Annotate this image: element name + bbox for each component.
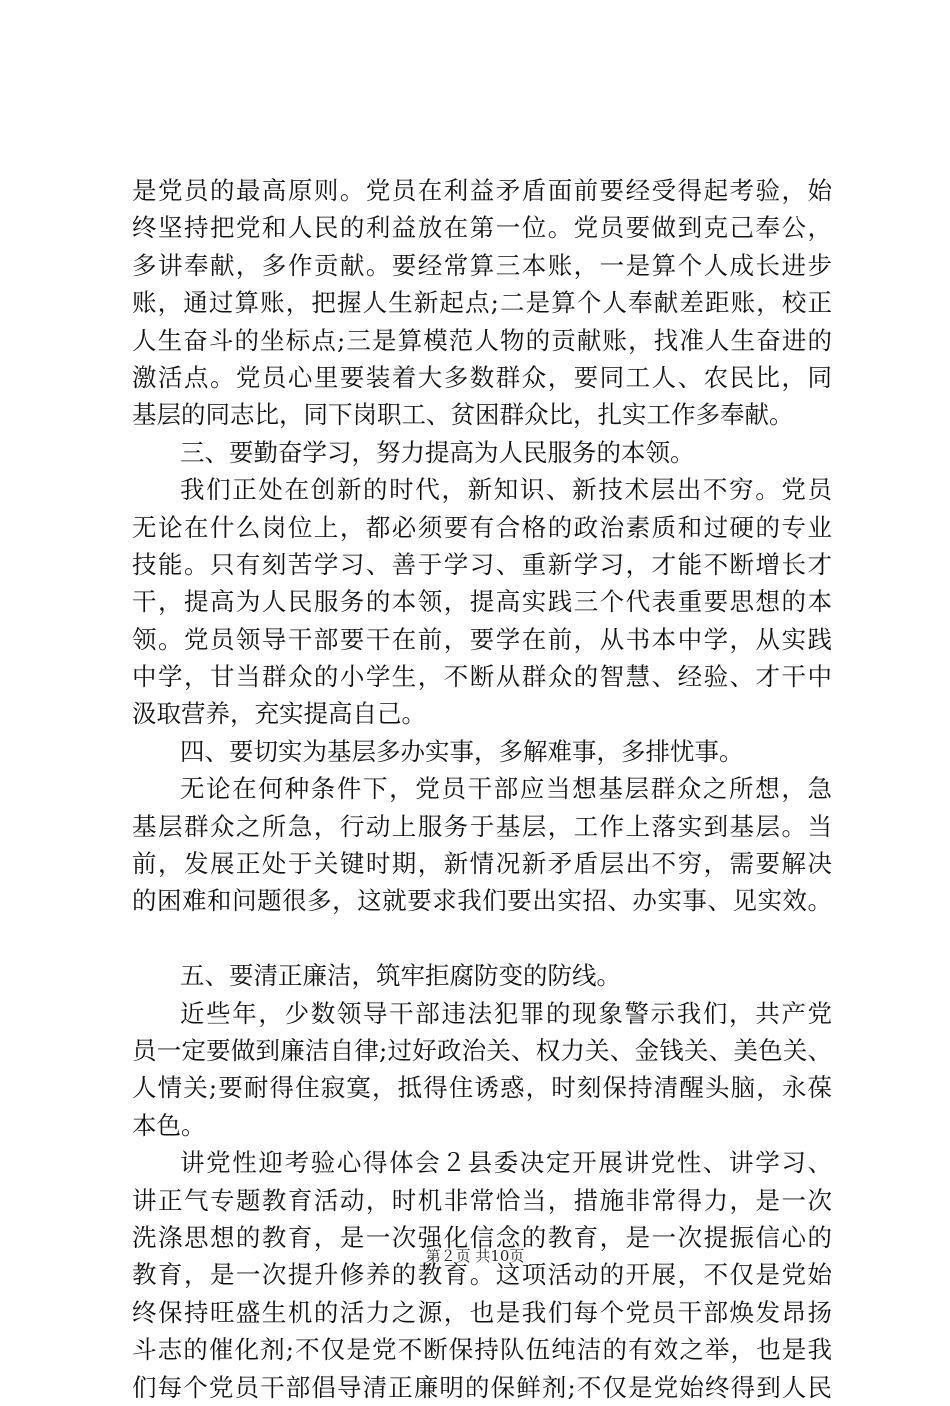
text-line: 激活点。党员心里要装着大多数群众，要同工人、农民比，同 [132,362,832,392]
text-line: 人情关;要耐得住寂寞，抵得住诱惑，时刻保持清醒头脑，永葆 [132,1073,832,1103]
text-line: 干，提高为人民服务的本领，提高实践三个代表重要思想的本 [132,587,832,617]
text-line: 汲取营养，充实提高自己。 [132,699,426,729]
paragraph-gap [132,920,832,957]
text-line: 领。党员领导干部要干在前，要学在前，从书本中学，从实践 [132,624,832,654]
text-line: 斗志的催化剂;不仅是党不断保持队伍纯洁的有效之举，也是我 [132,1335,832,1365]
text-line: 讲正气专题教育活动，时机非常恰当，措施非常得力，是一次 [132,1185,832,1215]
text-line: 账，通过算账，把握人生新起点;二是算个人奉献差距账，校正 [132,288,832,318]
text-line: 洗涤思想的教育，是一次强化信念的教育，是一次提振信心的 [132,1222,832,1252]
text-line: 终坚持把党和人民的利益放在第一位。党员要做到克己奉公， [132,213,832,243]
text-line: 我们正处在创新的时代，新知识、新技术层出不穷。党员 [180,475,832,505]
page-number-footer: 第２页 共10页 [425,1247,525,1265]
section-heading: 四、要切实为基层多办实事，多解难事，多排忧事。 [180,736,744,766]
text-line: 无论在何种条件下，党员干部应当想基层群众之所想，急 [180,774,832,804]
text-line: 无论在什么岗位上，都必须要有合格的政治素质和过硬的专业 [132,512,832,542]
section-heading: 三、要勤奋学习，努力提高为人民服务的本领。 [180,437,695,467]
text-line: 讲党性迎考验心得体会２县委决定开展讲党性、讲学习、 [180,1148,832,1178]
text-line: 技能。只有刻苦学习、善于学习、重新学习，才能不断增长才 [132,549,832,579]
text-line: 是党员的最高原则。党员在利益矛盾面前要经受得起考验，始 [132,176,832,205]
text-line: 中学，甘当群众的小学生，不断从群众的智慧、经验、才干中 [132,662,832,692]
text-line: 们每个党员干部倡导清正廉明的保鲜剂;不仅是党始终得到人民 [132,1372,832,1402]
document-body [132,172,832,1406]
text-line: 基层的同志比，同下岗职工、贫困群众比，扎实工作多奉献。 [132,400,794,430]
text-line: 人生奋斗的坐标点;三是算模范人物的贡献账，找准人生奋进的 [132,325,832,355]
text-line: 员一定要做到廉洁自律;过好政治关、权力关、金钱关、美色关、 [132,1035,832,1065]
text-line: 多讲奉献，多作贡献。要经常算三本账，一是算个人成长进步 [132,250,832,280]
text-line: 前，发展正处于关键时期，新情况新矛盾层出不穷，需要解决 [132,849,832,879]
section-heading: 五、要清正廉洁，筑牢拒腐防变的防线。 [180,961,621,991]
text-line: 本色。 [132,1110,206,1140]
text-line: 教育，是一次提升修养的教育。这项活动的开展，不仅是党始 [132,1260,832,1290]
text-line: 近些年，少数领导干部违法犯罪的现象警示我们，共产党 [180,998,832,1028]
text-line: 的困难和问题很多，这就要求我们要出实招、办实事、见实效。 [132,886,832,916]
text-line: 基层群众之所急，行动上服务于基层，工作上落实到基层。当 [132,811,832,841]
text-line: 终保持旺盛生机的活力之源，也是我们每个党员干部焕发昂扬 [132,1297,832,1327]
